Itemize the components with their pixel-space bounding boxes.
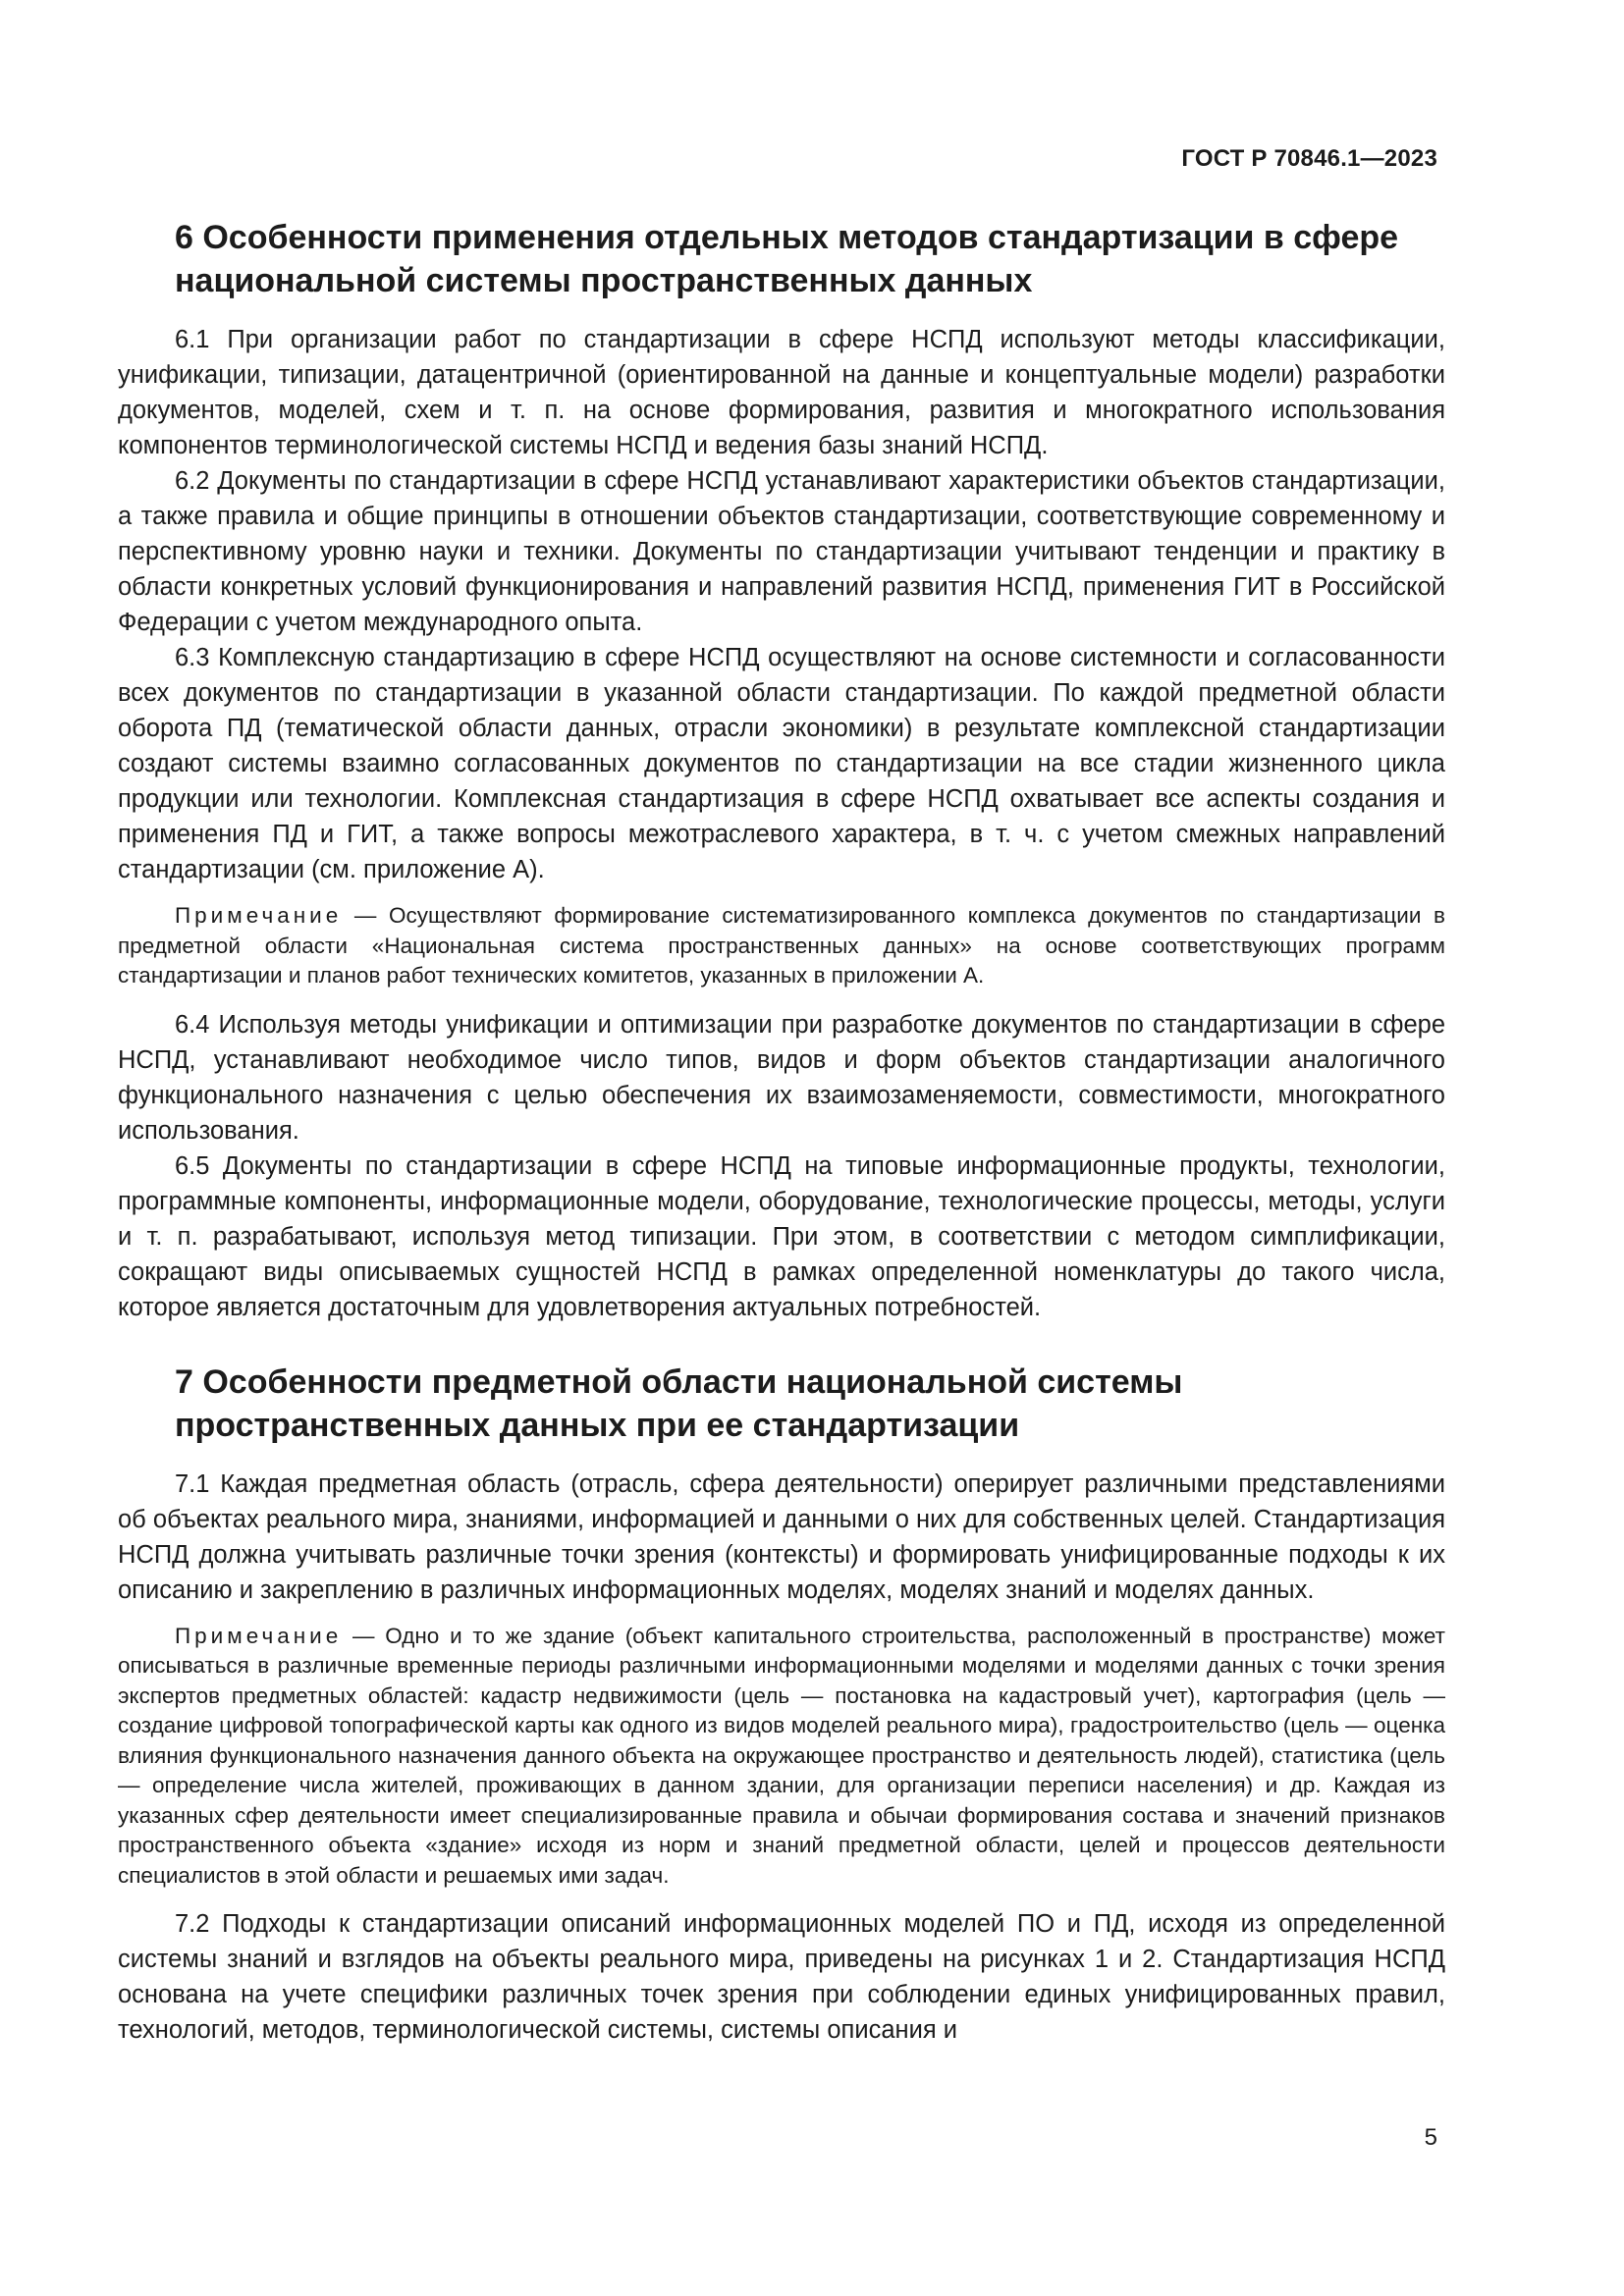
note-6-3 [118,901,1445,991]
paragraph-6-4: 6.4 Используя методы унификации и оптимизации при разработке документов по стандартизации в сфере НСПД, устанавливают необходимое число типов, видов и форм объектов стандартизации аналогичного функционального назначения с целью обеспечения их взаимозаменяемости, совместимости, многократного использования. [118,1010,1445,1145]
paragraph-6-1: 6.1 При организации работ по стандартизации в сфере НСПД используют методы классификации, унификации, типизации, датацентричной (ориентированной на данные и концептуальные модели) разработки документов, моделей, схем и т. п. на основе формирования, развития и многократного использования компонентов терминологической системы НСПД и ведения базы знаний НСПД. [118,326,1445,459]
page-number: 5 [1424,2124,1437,2151]
note-label: Примечание [175,903,343,928]
paragraph-6-2: 6.2 Документы по стандартизации в сфере НСПД устанавливают характеристики объектов стандартизации, а также правила и общие принципы в отношении объектов стандартизации, соответствующие современному и перспективному уровню науки и техники. Документы по стандартизации учитывают тенденции и практику в области конкретных условий функционирования и направлений развития НСПД, применения ГИТ в Российской Федерации с учетом международного опыта. [118,467,1445,636]
note-label: Примечание [175,1623,343,1648]
section-6-heading: 6 Особенности применения отдельных методов стандартизации в сфере национальной системы пространственных данных [175,219,1399,299]
paragraph-7-1: 7.1 Каждая предметная область (отрасль, сфера деятельности) оперирует различными представлениями об объектах реального мира, знаниями, информацией и данными о них для собственных целей. Стандартизация НСПД должна учитывать различные точки зрения (контексты) и формировать унифицированные подходы к их описанию и закреплению в различных информационных моделях, моделях знаний и моделях данных. [118,1469,1445,1604]
document-body [118,216,1445,2048]
paragraph-7-2: 7.2 Подходы к стандартизации описаний информационных моделей ПО и ПД, исходя из определенной системы знаний и взглядов на объекты реального мира, приведены на рисунках 1 и 2. Стандартизация НСПД основана на учете специфики различных точек зрения при соблюдении единых унифицированных правил, технологий, методов, терминологической системы, системы описания и [118,1910,1445,2044]
note-text: — Осуществляют формирование систематизированного комплекса документов по стандартизации в предметной области «Национальная система пространственных данных» на основе соответствующих программ стандартизации и планов работ технических комитетов, указанных в приложении А. [118,903,1445,988]
section-7-heading: 7 Особенности предметной области национальной системы пространственных данных при ее стандартизации [175,1362,1183,1444]
document-code: ГОСТ Р 70846.1—2023 [1181,145,1437,172]
paragraph-6-3: 6.3 Комплексную стандартизацию в сфере НСПД осуществляют на основе системности и согласованности всех документов по стандартизации в указанной области стандартизации. По каждой предметной области оборота ПД (тематической области данных, отрасли экономики) в результате комплексной стандартизации создают системы взаимно согласованных документов по стандартизации на все стадии жизненного цикла продукции или технологии. Комплексная стандартизация в сфере НСПД охватывает все аспекты создания и применения ПД и ГИТ, а также вопросы межотраслевого характера, в т. ч. с учетом смежных направлений стандартизации (см. приложение А). [118,644,1445,883]
note-7-1 [118,1622,1445,1892]
note-text: — Одно и то же здание (объект капитального строительства, расположенный в пространстве) может описываться в различные временные периоды различными информационными моделями и моделями данных с точки зрения экспертов предметных областей: кадастр недвижимости (цель — постановка на кадастровый учет), картография (цель — создание цифровой топографической карты как одного из видов моделей реального мира), градостроительство (цель — оценка влияния функционального назначения данного объекта на окружающее пространство и деятельность людей), статистика (цель — определение числа жителей, проживающих в данном здании, для организации переписи населения) и др. Каждая из указанных сфер деятельности имеет специализированные правила и обычаи формирования состава и значений признаков пространственного объекта «здание» исходя из норм и знаний предметной области, целей и процессов деятельности специалистов в этой области и решаемых ими задач. [118,1623,1445,1888]
paragraph-6-5: 6.5 Документы по стандартизации в сфере НСПД на типовые информационные продукты, технологии, программные компоненты, информационные модели, оборудование, технологические процессы, методы, услуги и т. п. разрабатывают, используя метод типизации. При этом, в соответствии с методом симплификации, сокращают виды описываемых сущностей НСПД в рамках определенной номенклатуры до такого числа, которое является достаточным для удовлетворения актуальных потребностей. [118,1151,1445,1321]
